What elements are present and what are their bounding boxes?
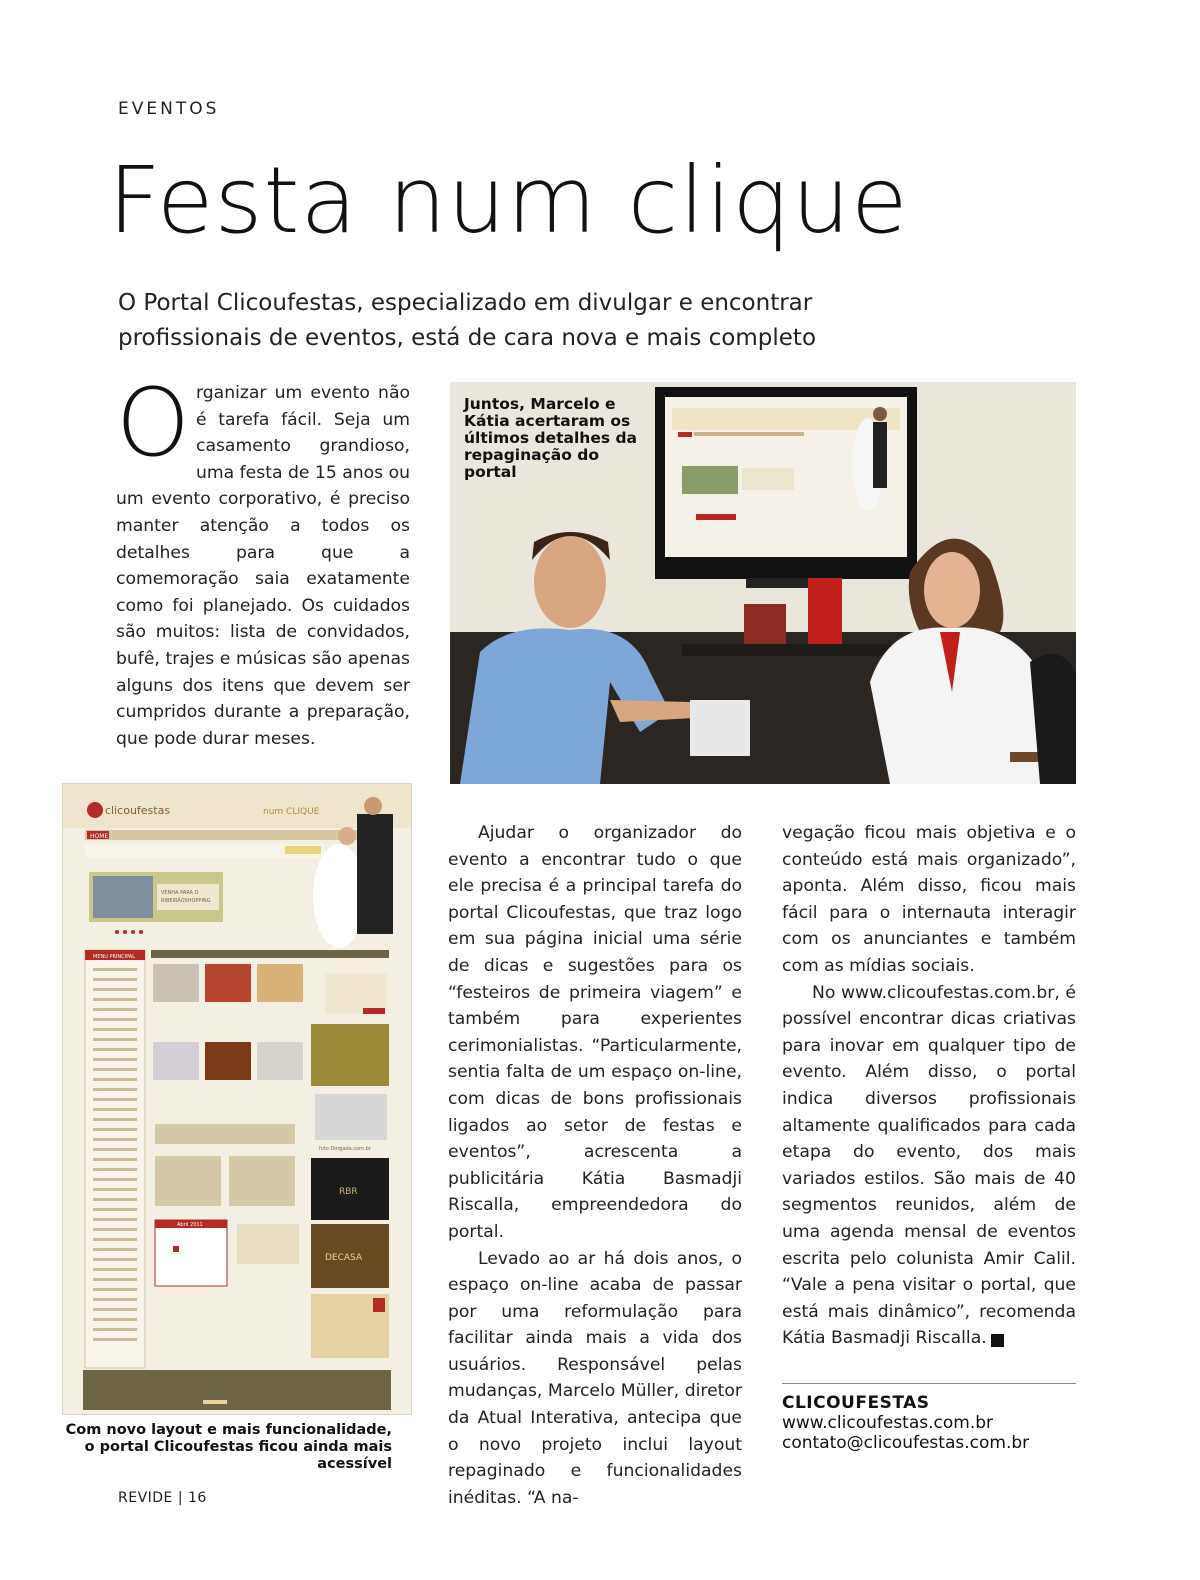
intro-column: [116, 369, 410, 752]
svg-text:RBR: RBR: [339, 1187, 358, 1197]
svg-text:RIBEIRÃOSHOPPING: RIBEIRÃOSHOPPING: [161, 898, 211, 904]
section-label: EVENTOS: [118, 99, 220, 119]
svg-text:foto Dorgada.com.br: foto Dorgada.com.br: [319, 1146, 371, 1152]
article-subtitle: O Portal Clicoufestas, especializado em divulgar e encontrar profissionais de eventos, está de cara nova e mais completo: [118, 290, 817, 351]
article-photo: [450, 382, 1076, 784]
article-column-3: [782, 820, 1076, 1352]
svg-text:DECASA: DECASA: [325, 1253, 363, 1263]
screenshot-calendar-title: Abril 2011: [177, 1222, 203, 1228]
screenshot-logo: clicoufestas: [105, 804, 171, 817]
svg-text:VENHA PARA O: VENHA PARA O: [161, 890, 199, 896]
info-brand: CLICOUFESTAS: [782, 1393, 930, 1413]
column2-paragraph-1: Ajudar o organizador do evento a encontrar tudo o que ele precisa é a principal tarefa do portal Clicoufestas, que traz logo em sua página inicial uma série de dicas e sugestões para os “festeiros de primeira viagem” e também para experientes cerimonialistas. “Particularmente, sentia falta de um espaço on-line, com dicas de bons profissionais ligados ao setor de festas e eventos”, acrescenta a publicitária Kátia Basmadji Riscalla, empreendedora do portal.: [448, 823, 742, 1242]
column3-paragraph-2: [782, 980, 1076, 1352]
info-divider: [782, 1383, 1076, 1384]
end-mark-icon: r: [991, 1334, 1004, 1347]
info-box: [782, 1393, 1082, 1453]
info-website-link[interactable]: www.clicoufestas.com.br: [782, 1413, 994, 1433]
article-column-2: [448, 820, 742, 1511]
article-title: Festa num clique: [108, 147, 909, 254]
screenshot-caption: Com novo layout e mais funcionalidade, o portal Clicoufestas ficou ainda mais acessível: [65, 1422, 392, 1472]
screenshot-sidebar-title: MENU PRINCIPAL: [93, 954, 136, 960]
page-footer: REVIDE | 16: [118, 1490, 207, 1506]
info-email-link[interactable]: contato@clicoufestas.com.br: [782, 1433, 1030, 1453]
drop-cap: O: [116, 369, 190, 478]
column2-paragraph-2: Levado ao ar há dois anos, o espaço on-line acaba de passar por uma reformulação para facilitar ainda mais a vida dos usuários. Responsável pelas mudanças, Marcelo Müller, diretor da Atual Interativa, antecipa que o novo projeto inclui layout repaginado e funcionalidades inéditas. “A na-: [448, 1248, 742, 1508]
photo-caption: Juntos, Marcelo e Kátia acertaram os últimos detalhes da repaginação do portal: [464, 395, 638, 481]
website-screenshot: [62, 783, 412, 1415]
website-screenshot-illustration: [63, 784, 411, 1414]
screenshot-slogan: num CLIQUE: [263, 807, 320, 817]
column3-paragraph-1: vegação ficou mais objetiva e o conteúdo está mais organizado”, aponta. Além disso, ficou mais fácil para o internauta interagir com os anunciantes e também com as mídias sociais.: [782, 823, 1076, 976]
column3-paragraph-2-text: No www.clicoufestas.com.br, é possível encontrar dicas criativas para inovar em qualquer tipo de evento. Além disso, o portal indica diversos profissionais altamente qualificados para cada etapa do evento, dos mais variados estilos. São mais de 40 segmentos reunidos, além de uma agenda mensal de eventos escrita pelo colunista Amir Calil. “Vale a pena visitar o portal, que está mais dinâmico”, recomenda Kátia Basmadji Riscalla.: [782, 982, 1076, 1349]
intro-text: rganizar um evento não é tarefa fácil. Seja um casamento grandioso, uma festa de 15 anos ou um evento corporativo, é preciso manter atenção a todos os detalhes para que a comemoração saia exatamente como foi planejado. Os cuidados são muitos: lista de convidados, bufê, trajes e músicas são apenas alguns dos itens que devem ser cumpridos durante a preparação, que pode durar meses.: [116, 383, 410, 749]
screenshot-nav-home: HOME: [90, 833, 109, 840]
